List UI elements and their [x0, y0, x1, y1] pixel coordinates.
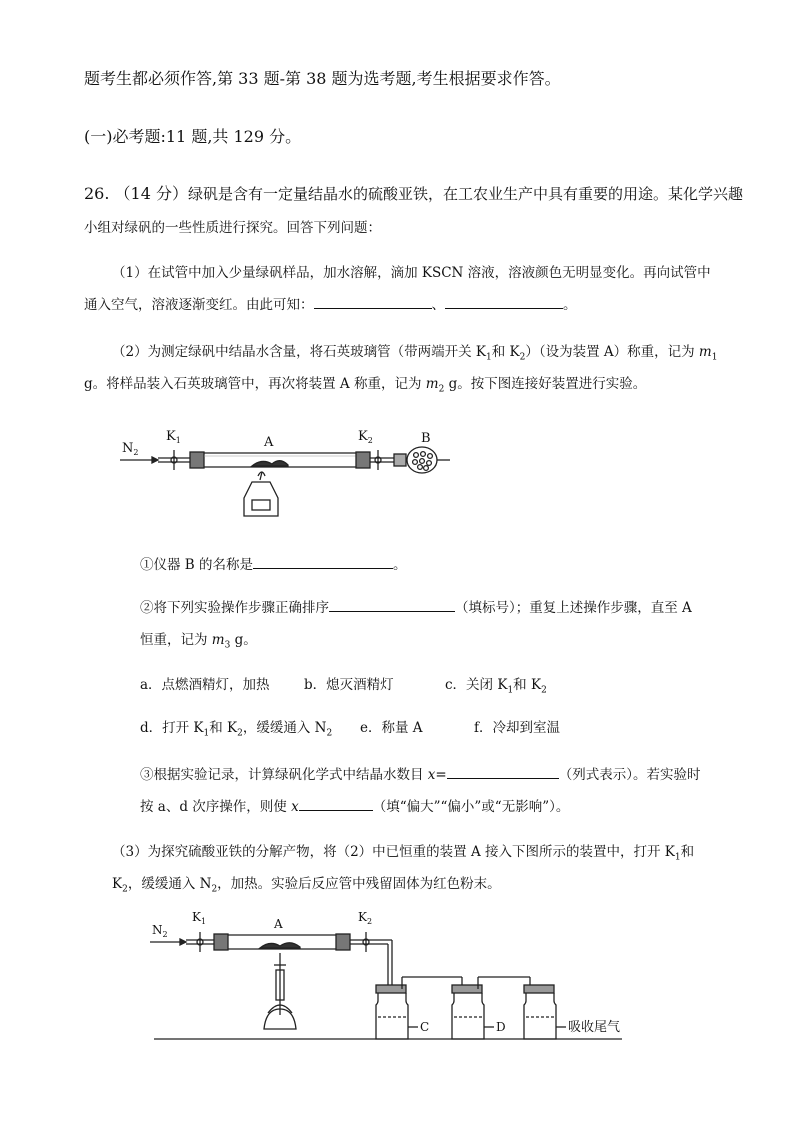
q-text: 恒重，记为 — [140, 632, 212, 648]
var-x: x — [291, 799, 299, 815]
answer-blank-6[interactable] — [299, 796, 373, 811]
subscript: 2 — [541, 685, 547, 696]
part-3-text: 和 — [680, 844, 695, 860]
bottle-d — [452, 985, 484, 1039]
k2-label: $K_2$ — [358, 910, 373, 926]
option-f: f．冷却到室温 — [474, 720, 560, 736]
option-d — [140, 716, 332, 739]
option-c — [445, 673, 547, 696]
part-2-text: ）（设为装置 A）称重，记为 — [525, 344, 699, 360]
answer-blank-3[interactable] — [253, 554, 393, 569]
part-3-text: （3）为探究硫酸亚铁的分解产物，将（2）中已恒重的装置 A 接入下图所示的装置中，打开 K — [112, 844, 675, 860]
option-text: 和 K — [513, 677, 542, 693]
question-number: 26. （14 分） — [84, 184, 188, 203]
q-water-count-line-1 — [140, 763, 700, 783]
a-label: A — [264, 435, 274, 450]
tail-gas-label: 吸收尾气 — [568, 1020, 621, 1035]
apparatus-diagram-2 — [140, 905, 640, 1050]
part-3-line-1 — [112, 840, 694, 863]
part-2-text: （2）为测定绿矾中结晶水含量，将石英玻璃管（带两端开关 K — [112, 344, 486, 360]
q-text: ③根据实验记录，计算绿矾化学式中结晶水数目 — [140, 767, 428, 783]
subscript: 3 — [224, 640, 231, 651]
option-text: ，缓缓通入 N — [242, 720, 327, 736]
apparatus-diagram-1 — [112, 420, 452, 525]
period: 。 — [393, 557, 407, 573]
k2-label: $K_2$ — [358, 429, 373, 445]
option-text: c．关闭 K — [445, 677, 508, 693]
q-text: （填“偏大”“偏小”或“无影响”）。 — [372, 799, 570, 815]
bottle-tail — [524, 985, 556, 1039]
var-x: x — [427, 767, 436, 783]
option-a: a．点燃酒精灯，加热 — [140, 677, 270, 693]
option-text: 和 K — [209, 720, 238, 736]
q-text: 按 a、d 次序操作，则使 — [140, 799, 292, 815]
subscript: 2 — [519, 352, 526, 363]
answer-blank-4[interactable] — [329, 597, 455, 612]
d-label: D — [496, 1020, 506, 1034]
subscript: 1 — [203, 728, 210, 739]
k1-label: $K_1$ — [192, 910, 207, 926]
q-text: = — [435, 767, 447, 783]
part-1-text: 通入空气，溶液逐渐变红。由此可知： — [84, 297, 314, 313]
part-2-line-1 — [112, 340, 717, 363]
subscript: 1 — [674, 852, 681, 863]
part-3-text: K — [112, 876, 123, 892]
part-2-text: g。将样品装入石英玻璃管中，再次将装置 A 称重，记为 — [84, 376, 426, 392]
answer-blank-5[interactable] — [447, 764, 559, 779]
var-m: m — [425, 376, 439, 392]
stem-text: 绿矾是含有一定量结晶水的硫酸亚铁，在工农业生产中具有重要的用途。某化学兴趣 — [187, 185, 743, 203]
q-text: （列式表示）。若实验时 — [558, 767, 701, 783]
answer-blank-1[interactable] — [314, 294, 432, 309]
var-m: m — [698, 344, 712, 360]
part-3-text: ，加热。实验后反应管中残留固体为红色粉末。 — [217, 876, 501, 892]
q-text: ①仪器 B 的名称是 — [140, 557, 254, 573]
subscript: 1 — [485, 352, 492, 363]
part-2-line-2 — [84, 372, 646, 395]
k1-label: $K_1$ — [166, 429, 181, 445]
subscript: 1 — [711, 352, 718, 363]
period: 。 — [563, 297, 577, 313]
question-26-stem-2: 小组对绿矾的一些性质进行探究。回答下列问题： — [84, 220, 381, 236]
subscript: 2 — [237, 728, 243, 739]
subscript: 2 — [211, 884, 218, 895]
option-text: d．打开 K — [140, 720, 204, 736]
q-order-line-2 — [140, 628, 257, 651]
subscript: 2 — [122, 884, 128, 895]
intro-line-1: 题考生都必须作答,第 33 题-第 38 题为选考题,考生根据要求作答。 — [84, 69, 561, 88]
b-label: B — [421, 431, 431, 446]
separator: 、 — [431, 297, 445, 313]
part-3-text: ，缓缓通入 N — [127, 876, 212, 892]
subscript: 2 — [438, 384, 445, 395]
q-text: （填标号）；重复上述操作步骤，直至 A — [455, 600, 692, 616]
part-1-line-1: （1）在试管中加入少量绿矾样品，加水溶解，滴加 KSCN 溶液，溶液颜色无明显变化。再向试管中 — [112, 265, 711, 281]
part-2-text: 和 K — [491, 344, 520, 360]
q-text: g。 — [230, 632, 257, 648]
option-e: e．称量 A — [360, 720, 423, 736]
intro-line-2: (一)必考题:11 题,共 129 分。 — [84, 127, 302, 146]
q-water-count-line-2 — [140, 795, 569, 815]
a-label: A — [274, 917, 283, 931]
var-m: m — [211, 632, 225, 648]
subscript: 2 — [326, 728, 333, 739]
n2-label: $N_2$ — [152, 923, 168, 939]
q-text: ②将下列实验操作步骤正确排序 — [140, 600, 329, 616]
answer-blank-2[interactable] — [445, 294, 563, 309]
option-b: b．熄灭酒精灯 — [304, 677, 394, 693]
bottle-c — [376, 985, 408, 1039]
c-label: C — [420, 1020, 430, 1034]
n2-label: $N_2$ — [122, 441, 139, 457]
part-3-line-2 — [112, 872, 501, 895]
part-2-text: g。按下图连接好装置进行实验。 — [444, 376, 647, 392]
q-instrument-b — [140, 553, 407, 573]
part-1-line-2 — [84, 293, 577, 313]
subscript: 1 — [507, 685, 514, 696]
q-order-line-1 — [140, 596, 692, 616]
question-26-stem-1 — [84, 181, 743, 204]
